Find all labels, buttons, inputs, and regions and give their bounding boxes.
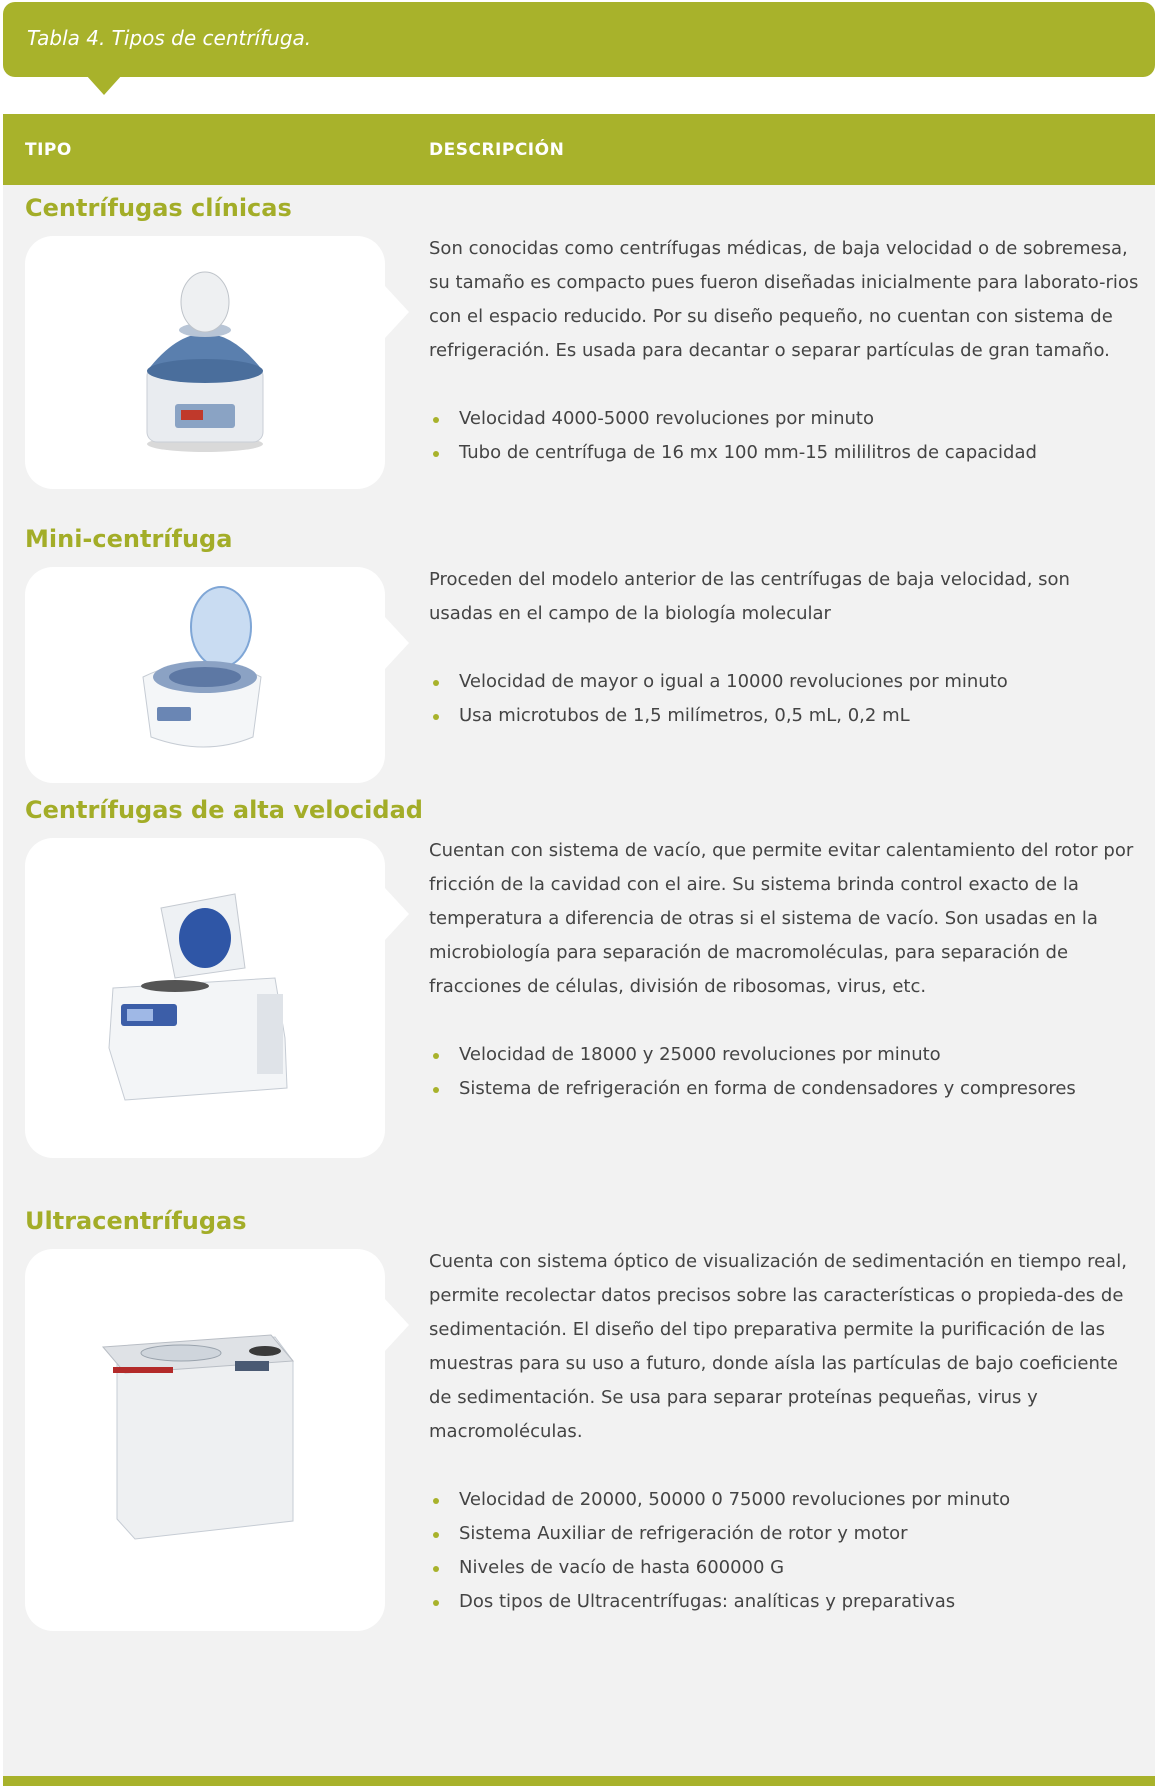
row-description bbox=[429, 834, 1139, 1106]
image-card bbox=[25, 567, 385, 783]
list-item: Velocidad de mayor o igual a 10000 revoluciones por minuto bbox=[429, 665, 1139, 699]
card-pointer bbox=[385, 286, 409, 338]
bullet-list bbox=[429, 402, 1139, 470]
image-card bbox=[25, 838, 385, 1158]
row-description bbox=[429, 563, 1139, 733]
row-title: Centrífugas de alta velocidad bbox=[25, 796, 423, 824]
description-text: Cuenta con sistema óptico de visualización de sedimentación en tiempo real, permite recolectar datos precisos sobre las características o propieda-des de sedimentación. El diseño del tipo preparativa permite la purificación de las muestras para su uso a futuro, donde aísla las partículas de bajo coeficiente de sedimentación. Se usa para separar proteínas pequeñas, virus y macromoléculas. bbox=[429, 1251, 1127, 1442]
bullet-list bbox=[429, 1038, 1139, 1106]
list-item: Velocidad de 20000, 50000 0 75000 revoluciones por minuto bbox=[429, 1483, 1139, 1517]
list-item: Velocidad 4000-5000 revoluciones por minuto bbox=[429, 402, 1139, 436]
row-title: Mini-centrífuga bbox=[25, 525, 233, 553]
row-description bbox=[429, 232, 1139, 470]
card-pointer bbox=[385, 1299, 409, 1351]
row-title: Centrífugas clínicas bbox=[25, 194, 292, 222]
header-descripcion: DESCRIPCIÓN bbox=[429, 140, 565, 160]
bullet-list bbox=[429, 1483, 1139, 1619]
header-tipo: TIPO bbox=[25, 140, 72, 160]
clinical-centrifuge-image bbox=[25, 236, 385, 489]
image-card bbox=[25, 1249, 385, 1631]
mini-centrifuge-image bbox=[25, 567, 385, 783]
description-text: Son conocidas como centrífugas médicas, de baja velocidad o de sobremesa, su tamaño es compacto pues fueron diseñadas inicialmente para laborato-rios con el espacio reducido. Por su diseño pequeño, no cuentan con sistema de refrigeración. Es usada para decantar o separar partículas de gran tamaño. bbox=[429, 238, 1139, 361]
list-item: Usa microtubos de 1,5 milímetros, 0,5 mL, 0,2 mL bbox=[429, 699, 1139, 733]
row-title: Ultracentrífugas bbox=[25, 1207, 247, 1235]
card-pointer bbox=[385, 888, 409, 940]
image-card bbox=[25, 236, 385, 489]
list-item: Sistema de refrigeración en forma de condensadores y compresores bbox=[429, 1072, 1139, 1106]
centrifuge-types-table bbox=[3, 114, 1155, 1786]
table-header bbox=[3, 114, 1155, 185]
list-item: Velocidad de 18000 y 25000 revoluciones por minuto bbox=[429, 1038, 1139, 1072]
list-item: Tubo de centrífuga de 16 mx 100 mm-15 mililitros de capacidad bbox=[429, 436, 1139, 470]
high-speed-centrifuge-image bbox=[25, 838, 385, 1158]
list-item: Sistema Auxiliar de refrigeración de rotor y motor bbox=[429, 1517, 1139, 1551]
table-bottom-bar bbox=[3, 1776, 1155, 1786]
caption-pointer bbox=[86, 75, 122, 95]
row-description bbox=[429, 1245, 1139, 1619]
description-text: Proceden del modelo anterior de las centrífugas de baja velocidad, son usadas en el campo de la biología molecular bbox=[429, 569, 1070, 624]
ultracentrifuge-image bbox=[25, 1249, 385, 1631]
caption-text: Tabla 4. Tipos de centrífuga. bbox=[27, 26, 312, 50]
list-item: Niveles de vacío de hasta 600000 G bbox=[429, 1551, 1139, 1585]
bullet-list bbox=[429, 665, 1139, 733]
list-item: Dos tipos de Ultracentrífugas: analíticas y preparativas bbox=[429, 1585, 1139, 1619]
description-text: Cuentan con sistema de vacío, que permite evitar calentamiento del rotor por fricción de la cavidad con el aire. Su sistema brinda control exacto de la temperatura a diferencia de otras si el sistema de vacío. Son usadas en la microbiología para separación de macromoléculas, para separación de fracciones de células, división de ribosomas, virus, etc. bbox=[429, 840, 1134, 997]
table-caption bbox=[3, 2, 1155, 77]
card-pointer bbox=[385, 617, 409, 669]
